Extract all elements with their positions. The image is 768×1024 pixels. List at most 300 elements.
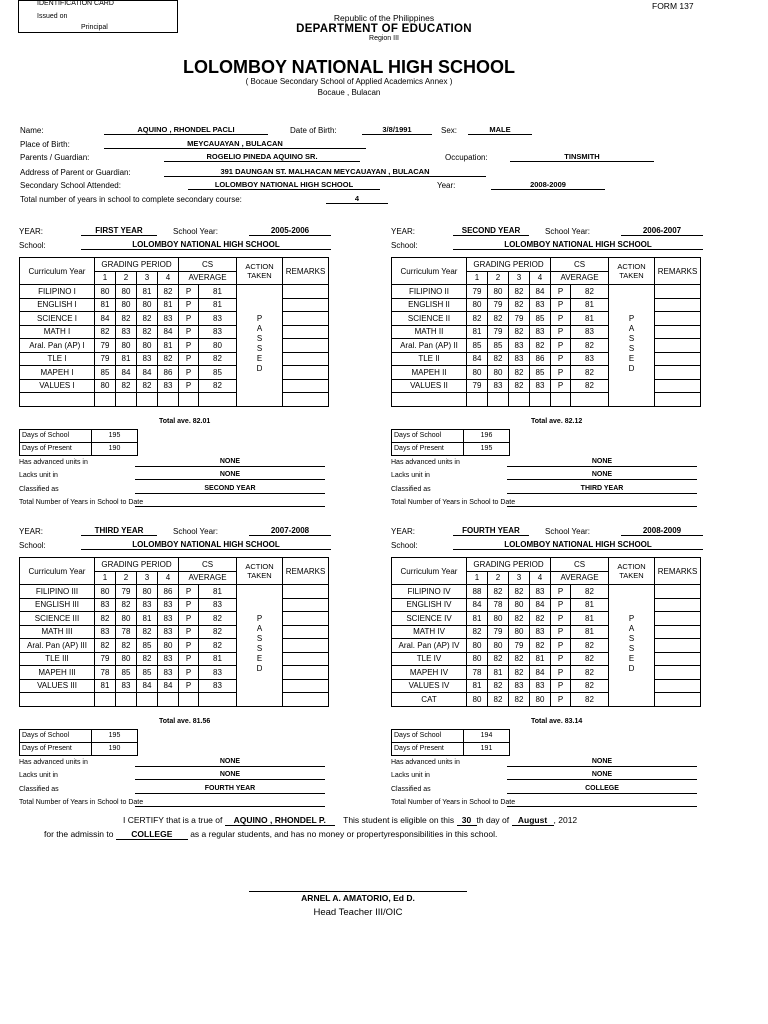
grade-cell: 81 xyxy=(158,298,179,312)
table-row xyxy=(392,366,701,380)
remarks-cell xyxy=(283,639,329,653)
grade-cell: 82 xyxy=(158,352,179,366)
cs-cell: P xyxy=(551,379,571,393)
signatory-name: ARNEL A. AMATORIO, Ed D. xyxy=(301,893,415,903)
remarks-cell xyxy=(655,639,701,653)
passed-label: PASSED xyxy=(255,314,264,375)
grade-cell: 83 xyxy=(116,325,137,339)
grade-cell: 81 xyxy=(137,285,158,299)
grade-cell: 84 xyxy=(137,366,158,380)
grade-cell: 83 xyxy=(530,298,551,312)
grade-cell: 79 xyxy=(488,298,509,312)
subject-cell: CAT xyxy=(392,693,467,707)
grade-cell: 80 xyxy=(137,339,158,353)
remarks-header: REMARKS xyxy=(655,258,701,285)
subject-cell: SCIENCE III xyxy=(20,612,95,626)
grade-cell: 79 xyxy=(488,325,509,339)
grade-cell: 88 xyxy=(467,585,488,599)
days-present-label: Days of Present xyxy=(20,442,92,455)
average-cell: 82 xyxy=(571,339,609,353)
days-of-school-label: Days of School xyxy=(20,729,92,742)
cs-header: CS xyxy=(551,558,609,572)
grade-cell: 82 xyxy=(137,312,158,326)
total-years-to-date-label: Total Number of Years in School to Date xyxy=(19,499,144,506)
year-value: 2008-2009 xyxy=(491,180,605,190)
cs-header: CS xyxy=(551,258,609,272)
dob-label: Date of Birth: xyxy=(290,126,337,135)
grade-cell: 80 xyxy=(116,652,137,666)
total-years-to-date-value xyxy=(507,498,697,507)
table-row xyxy=(392,598,701,612)
lacks-unit-value: NONE xyxy=(507,771,697,780)
grade-cell: 80 xyxy=(116,612,137,626)
year-level: FIRST YEAR xyxy=(81,226,157,236)
grades-table xyxy=(391,257,701,407)
table-row xyxy=(392,612,701,626)
lacks-unit-label: Lacks unit in xyxy=(391,772,430,779)
certification-line-2: for the admissin to COLLEGE as a regular students, and has no money or propertyresponsibilities in this school. xyxy=(44,829,498,839)
grade-cell: 80 xyxy=(137,585,158,599)
table-row xyxy=(392,679,701,693)
total-years-to-date-value xyxy=(507,798,697,807)
cs-cell: P xyxy=(551,639,571,653)
table-row xyxy=(392,285,701,299)
average-cell: 82 xyxy=(571,379,609,393)
subject-cell: Aral. Pan (AP) III xyxy=(20,639,95,653)
school-year-label: School Year: xyxy=(173,227,218,236)
q1-header: 1 xyxy=(95,271,116,285)
grade-cell: 80 xyxy=(509,625,530,639)
average-cell: 81 xyxy=(571,298,609,312)
subject-cell: FILIPINO III xyxy=(20,585,95,599)
grade-cell: 81 xyxy=(95,679,116,693)
year-block xyxy=(19,527,364,817)
remarks-cell xyxy=(655,585,701,599)
cs-cell: P xyxy=(551,585,571,599)
passed-label: PASSED xyxy=(627,314,636,375)
grade-cell: 81 xyxy=(488,666,509,680)
q3-header: 3 xyxy=(509,271,530,285)
subject-cell: ENGLISH III xyxy=(20,598,95,612)
grade-cell: 80 xyxy=(488,612,509,626)
classified-as-label: Classified as xyxy=(19,785,59,793)
grade-cell: 80 xyxy=(467,652,488,666)
grade-cell: 80 xyxy=(467,366,488,380)
subject-cell: SCIENCE IV xyxy=(392,612,467,626)
grade-cell: 85 xyxy=(488,339,509,353)
remarks-header: REMARKS xyxy=(283,258,329,285)
remarks-cell xyxy=(283,598,329,612)
table-row xyxy=(20,585,329,599)
advanced-units-value: NONE xyxy=(507,758,697,767)
subject-cell: TLE III xyxy=(20,652,95,666)
subject-cell: Aral. Pan (AP) I xyxy=(20,339,95,353)
table-row xyxy=(392,298,701,312)
table-row xyxy=(20,312,329,326)
subject-cell: MAPEH II xyxy=(392,366,467,380)
q2-header: 2 xyxy=(488,571,509,585)
grade-cell: 80 xyxy=(509,598,530,612)
grade-cell: 82 xyxy=(116,379,137,393)
grade-cell: 78 xyxy=(95,666,116,680)
average-cell: 81 xyxy=(199,298,237,312)
attendance-table xyxy=(19,429,138,456)
grade-cell: 82 xyxy=(488,652,509,666)
table-row xyxy=(20,285,329,299)
grade-cell: 80 xyxy=(488,366,509,380)
table-row xyxy=(20,652,329,666)
lacks-unit-value: NONE xyxy=(135,771,325,780)
average-cell: 82 xyxy=(571,693,609,707)
total-average: Total ave. 81.56 xyxy=(159,717,211,725)
classified-as-label: Classified as xyxy=(19,485,59,493)
pob-value: MEYCAUAYAN , BULACAN xyxy=(104,139,366,149)
average-cell: 82 xyxy=(199,625,237,639)
subject-cell: MAPEH I xyxy=(20,366,95,380)
grade-cell: 81 xyxy=(158,339,179,353)
cs-cell: P xyxy=(551,652,571,666)
average-cell: 82 xyxy=(571,666,609,680)
table-row xyxy=(20,598,329,612)
grade-cell: 81 xyxy=(137,612,158,626)
action-taken-cell xyxy=(609,585,655,707)
school-year-label: School Year: xyxy=(545,227,590,236)
year-label: YEAR: xyxy=(391,527,416,536)
subject-cell: ENGLISH IV xyxy=(392,598,467,612)
grade-cell: 85 xyxy=(137,666,158,680)
grade-cell: 84 xyxy=(137,679,158,693)
secondary-school-label: Secondary School Attended: xyxy=(20,181,121,190)
total-years-to-date-label: Total Number of Years in School to Date xyxy=(391,799,516,806)
total-average-value: 83.14 xyxy=(564,717,583,725)
grade-cell: 82 xyxy=(509,285,530,299)
total-years-to-date-value xyxy=(135,798,325,807)
grade-cell: 82 xyxy=(158,285,179,299)
grade-cell: 78 xyxy=(467,666,488,680)
grade-cell xyxy=(137,693,158,707)
q1-header: 1 xyxy=(95,571,116,585)
total-average-value: 81.56 xyxy=(192,717,211,725)
grade-cell: 80 xyxy=(137,298,158,312)
cs-cell: P xyxy=(551,679,571,693)
remarks-header: REMARKS xyxy=(655,558,701,585)
days-present-value: 190 xyxy=(92,442,138,455)
cs-cell: P xyxy=(551,325,571,339)
grade-cell xyxy=(488,393,509,407)
subject-cell: MATH IV xyxy=(392,625,467,639)
occupation-value: TINSMITH xyxy=(510,152,654,162)
cs-cell: P xyxy=(551,312,571,326)
grade-cell: 82 xyxy=(488,312,509,326)
remarks-cell xyxy=(283,298,329,312)
days-present-label: Days of Present xyxy=(392,442,464,455)
classified-as-value: THIRD YEAR xyxy=(507,485,697,494)
cs-cell: P xyxy=(551,625,571,639)
grade-cell: 79 xyxy=(95,652,116,666)
cs-cell: P xyxy=(179,639,199,653)
cs-cell: P xyxy=(179,679,199,693)
grade-cell: 82 xyxy=(509,366,530,380)
passed-label: PASSED xyxy=(627,614,636,675)
grade-cell: 78 xyxy=(488,598,509,612)
grade-cell: 82 xyxy=(509,379,530,393)
grade-cell: 85 xyxy=(95,366,116,380)
classified-as-value: SECOND YEAR xyxy=(135,485,325,494)
average-cell: 82 xyxy=(571,679,609,693)
cs-cell: P xyxy=(179,366,199,380)
year-label: YEAR: xyxy=(19,227,44,236)
school-title: LOLOMBOY NATIONAL HIGH SCHOOL xyxy=(183,57,515,77)
passed-label: PASSED xyxy=(255,614,264,675)
grade-cell xyxy=(158,693,179,707)
id-card-title: IDENTIFICATION CARD xyxy=(37,0,114,7)
remarks-cell xyxy=(655,693,701,707)
year-level: FOURTH YEAR xyxy=(453,526,529,536)
grade-cell: 83 xyxy=(116,679,137,693)
cs-cell: P xyxy=(551,612,571,626)
school-value: LOLOMBOY NATIONAL HIGH SCHOOL xyxy=(453,240,703,250)
address-label: Address of Parent or Guardian: xyxy=(20,168,131,177)
action-taken-cell xyxy=(237,285,283,407)
cs-cell: P xyxy=(179,312,199,326)
subject-cell: ENGLISH I xyxy=(20,298,95,312)
issued-on-label: Issued on xyxy=(37,13,68,20)
grade-cell: 83 xyxy=(158,625,179,639)
grade-cell: 82 xyxy=(137,325,158,339)
remarks-cell xyxy=(283,285,329,299)
average-header: AVERAGE xyxy=(551,571,609,585)
action-taken-header: ACTION TAKEN xyxy=(237,258,283,285)
year-level: SECOND YEAR xyxy=(453,226,529,236)
school-value: LOLOMBOY NATIONAL HIGH SCHOOL xyxy=(81,240,331,250)
grade-cell: 81 xyxy=(530,652,551,666)
cs-cell xyxy=(551,393,571,407)
grade-cell: 79 xyxy=(467,379,488,393)
grade-cell: 83 xyxy=(530,325,551,339)
total-average-value: 82.01 xyxy=(192,417,211,425)
average-cell: 81 xyxy=(571,625,609,639)
secondary-school-value: LOLOMBOY NATIONAL HIGH SCHOOL xyxy=(188,180,380,190)
address-value: 391 DAUNGAN ST. MALHACAN MEYCAUAYAN , BULACAN xyxy=(164,167,486,177)
grade-cell: 82 xyxy=(95,639,116,653)
subject-cell: MATH II xyxy=(392,325,467,339)
total-years-value: 4 xyxy=(326,194,388,204)
q2-header: 2 xyxy=(116,271,137,285)
region-heading: Region III xyxy=(369,35,399,42)
grade-cell xyxy=(158,393,179,407)
grade-cell xyxy=(116,393,137,407)
days-present-value: 190 xyxy=(92,742,138,755)
year-block xyxy=(19,227,364,517)
q3-header: 3 xyxy=(509,571,530,585)
certified-month: August xyxy=(512,815,554,826)
school-year-label: School Year: xyxy=(545,527,590,536)
average-cell: 83 xyxy=(199,312,237,326)
grade-cell: 82 xyxy=(95,612,116,626)
cs-cell: P xyxy=(179,612,199,626)
cs-cell: P xyxy=(179,325,199,339)
form-number: FORM 137 xyxy=(652,1,694,11)
table-row xyxy=(392,693,701,707)
grades-table xyxy=(19,557,329,707)
grade-cell: 80 xyxy=(116,285,137,299)
grading-period-header: GRADING PERIOD xyxy=(467,258,551,272)
attendance-table xyxy=(19,729,138,756)
grade-cell: 82 xyxy=(509,693,530,707)
grade-cell: 79 xyxy=(467,285,488,299)
grade-cell: 83 xyxy=(158,379,179,393)
school-year-value: 2006-2007 xyxy=(621,226,703,236)
remarks-cell xyxy=(655,598,701,612)
remarks-cell xyxy=(283,666,329,680)
classified-as-label: Classified as xyxy=(391,785,431,793)
grade-cell: 82 xyxy=(509,612,530,626)
grade-cell: 79 xyxy=(95,339,116,353)
advanced-units-label: Has advanced units in xyxy=(19,458,88,466)
grade-cell: 86 xyxy=(158,585,179,599)
remarks-cell xyxy=(655,625,701,639)
sex-label: Sex: xyxy=(441,126,458,135)
action-taken-cell xyxy=(609,285,655,407)
lacks-unit-label: Lacks unit in xyxy=(391,472,430,479)
average-cell: 82 xyxy=(571,366,609,380)
name-value: AQUINO , RHONDEL PACLI xyxy=(104,125,268,135)
grade-cell: 85 xyxy=(530,366,551,380)
school-annex: ( Bocaue Secondary School of Applied Academics Annex ) xyxy=(245,77,453,86)
grade-cell: 84 xyxy=(95,312,116,326)
remarks-cell xyxy=(283,379,329,393)
grade-cell: 80 xyxy=(116,339,137,353)
grade-cell: 84 xyxy=(530,285,551,299)
grade-cell: 79 xyxy=(509,312,530,326)
certification-line-1: I CERTIFY that is a true of AQUINO , RHONDEL P. This student is eligible on this 30 th day of August , 2012 xyxy=(123,815,578,825)
average-cell: 82 xyxy=(571,585,609,599)
table-row xyxy=(392,639,701,653)
average-cell: 85 xyxy=(199,366,237,380)
average-cell: 81 xyxy=(571,598,609,612)
grade-cell: 85 xyxy=(530,312,551,326)
table-row xyxy=(392,625,701,639)
average-cell: 83 xyxy=(571,325,609,339)
grade-cell: 83 xyxy=(509,352,530,366)
grades-table xyxy=(19,257,329,407)
subject-cell: MATH III xyxy=(20,625,95,639)
subject-cell: TLE I xyxy=(20,352,95,366)
grade-cell: 80 xyxy=(488,639,509,653)
table-row xyxy=(20,352,329,366)
grade-cell: 84 xyxy=(116,366,137,380)
department-heading: DEPARTMENT OF EDUCATION xyxy=(296,23,472,35)
grading-period-header: GRADING PERIOD xyxy=(467,558,551,572)
grade-cell: 82 xyxy=(137,625,158,639)
table-row xyxy=(392,312,701,326)
subject-cell: TLE IV xyxy=(392,652,467,666)
cs-cell: P xyxy=(179,352,199,366)
grade-cell: 81 xyxy=(467,612,488,626)
average-cell: 81 xyxy=(199,585,237,599)
table-row xyxy=(392,352,701,366)
remarks-cell xyxy=(283,679,329,693)
grade-cell: 80 xyxy=(467,693,488,707)
grade-cell: 85 xyxy=(116,666,137,680)
table-row xyxy=(392,585,701,599)
action-taken-header: ACTION TAKEN xyxy=(609,558,655,585)
average-cell: 81 xyxy=(199,285,237,299)
remarks-cell xyxy=(283,312,329,326)
remarks-cell xyxy=(655,352,701,366)
days-of-school-label: Days of School xyxy=(20,429,92,442)
grade-cell: 83 xyxy=(509,339,530,353)
grade-cell: 83 xyxy=(137,352,158,366)
table-row xyxy=(20,666,329,680)
average-cell: 81 xyxy=(571,612,609,626)
average-cell xyxy=(199,393,237,407)
subject-cell: TLE II xyxy=(392,352,467,366)
year-label: YEAR: xyxy=(19,527,44,536)
curriculum-year-header: Curriculum Year xyxy=(392,558,467,585)
subject-cell: MAPEH IV xyxy=(392,666,467,680)
total-average: Total ave. 82.12 xyxy=(531,417,583,425)
days-of-school-label: Days of School xyxy=(392,729,464,742)
grade-cell: 82 xyxy=(488,585,509,599)
grade-cell: 84 xyxy=(158,679,179,693)
average-cell: 83 xyxy=(571,352,609,366)
cs-cell: P xyxy=(179,652,199,666)
parent-label: Parents / Guardian: xyxy=(20,153,90,162)
school-label: School: xyxy=(391,541,418,550)
cs-cell: P xyxy=(551,339,571,353)
cs-header: CS xyxy=(179,558,237,572)
advanced-units-value: NONE xyxy=(135,458,325,467)
subject-cell: Aral. Pan (AP) IV xyxy=(392,639,467,653)
average-cell: 82 xyxy=(199,612,237,626)
table-row xyxy=(20,639,329,653)
lacks-unit-value: NONE xyxy=(135,471,325,480)
advanced-units-label: Has advanced units in xyxy=(19,758,88,766)
grade-cell xyxy=(509,393,530,407)
grade-cell: 83 xyxy=(158,612,179,626)
subject-cell: VALUES I xyxy=(20,379,95,393)
year-label: YEAR: xyxy=(391,227,416,236)
grade-cell: 83 xyxy=(158,666,179,680)
grade-cell: 81 xyxy=(95,298,116,312)
grade-cell: 83 xyxy=(509,679,530,693)
average-header: AVERAGE xyxy=(551,271,609,285)
principal-label: Principal xyxy=(81,24,108,31)
cs-cell xyxy=(179,393,199,407)
grade-cell: 83 xyxy=(530,379,551,393)
grade-cell: 81 xyxy=(116,352,137,366)
grade-cell: 82 xyxy=(137,379,158,393)
remarks-cell xyxy=(655,666,701,680)
grade-cell: 83 xyxy=(488,379,509,393)
signatory-title: Head Teacher III/OIC xyxy=(313,907,403,918)
grade-cell: 80 xyxy=(467,639,488,653)
total-average-value: 82.12 xyxy=(564,417,583,425)
q4-header: 4 xyxy=(158,271,179,285)
grade-cell: 81 xyxy=(467,325,488,339)
grade-cell: 83 xyxy=(95,598,116,612)
q2-header: 2 xyxy=(488,271,509,285)
days-of-school-label: Days of School xyxy=(392,429,464,442)
grade-cell: 80 xyxy=(95,285,116,299)
cs-cell: P xyxy=(179,585,199,599)
name-label: Name: xyxy=(20,126,44,135)
grade-cell: 86 xyxy=(530,352,551,366)
grade-cell: 84 xyxy=(467,352,488,366)
remarks-cell xyxy=(283,585,329,599)
action-taken-header: ACTION TAKEN xyxy=(237,558,283,585)
